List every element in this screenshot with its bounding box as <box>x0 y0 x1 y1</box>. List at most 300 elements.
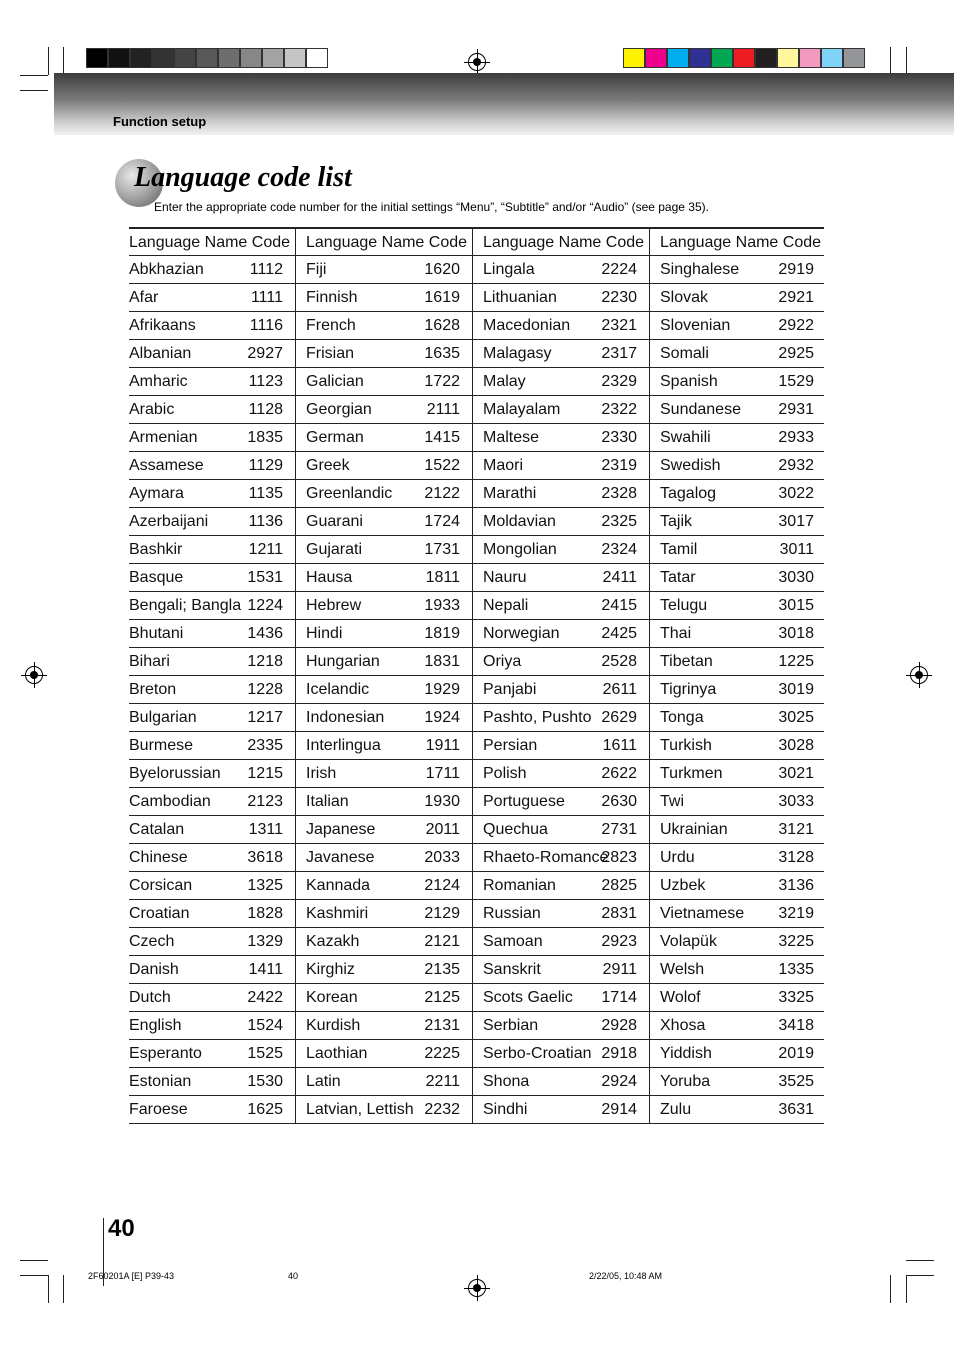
table-row <box>129 591 824 619</box>
row-rule <box>129 591 824 592</box>
language-name: Japanese <box>306 821 376 838</box>
color-swatch <box>262 48 284 68</box>
language-code: 1831 <box>424 653 460 670</box>
language-code: 2122 <box>424 485 460 502</box>
color-swatch <box>174 48 196 68</box>
language-name: Hungarian <box>306 653 380 670</box>
language-name: Afrikaans <box>129 317 196 334</box>
language-name: Thai <box>660 625 692 642</box>
language-name: Portuguese <box>483 793 565 810</box>
language-name: Dutch <box>129 989 171 1006</box>
language-code: 2415 <box>601 597 637 614</box>
language-code: 1531 <box>247 569 283 586</box>
language-name: Sindhi <box>483 1101 528 1118</box>
language-name: Swahili <box>660 429 711 446</box>
language-code: 2927 <box>247 345 283 362</box>
language-name: Turkmen <box>660 765 723 782</box>
row-rule <box>129 479 824 480</box>
language-name: Kashmiri <box>306 905 369 922</box>
language-code: 2328 <box>601 485 637 502</box>
language-code: 3525 <box>778 1073 814 1090</box>
color-swatch <box>130 48 152 68</box>
language-name: Javanese <box>306 849 375 866</box>
table-row <box>129 479 824 507</box>
table-row <box>129 563 824 591</box>
language-code: 2324 <box>601 541 637 558</box>
language-code: 2919 <box>778 261 814 278</box>
row-rule <box>129 1123 824 1124</box>
language-code: 1123 <box>248 373 283 390</box>
table-row <box>129 759 824 787</box>
language-code: 2630 <box>601 793 637 810</box>
language-code: 1625 <box>247 1101 283 1118</box>
language-name: Afar <box>129 289 159 306</box>
language-name: Russian <box>483 905 541 922</box>
row-rule <box>129 451 824 452</box>
row-rule <box>129 843 824 844</box>
language-name: Assamese <box>129 457 204 474</box>
language-code: 2914 <box>601 1101 637 1118</box>
language-name: Bashkir <box>129 541 183 558</box>
language-code: 2011 <box>425 821 460 838</box>
language-code: 1524 <box>247 1017 283 1034</box>
language-name: Lithuanian <box>483 289 557 306</box>
language-name: Panjabi <box>483 681 537 698</box>
language-name: Abkhazian <box>129 261 204 278</box>
column-rule <box>649 227 650 1123</box>
language-name: Chinese <box>129 849 188 866</box>
color-swatch <box>755 48 777 68</box>
language-code: 1611 <box>602 737 637 754</box>
language-name: Esperanto <box>129 1045 202 1062</box>
color-swatch <box>240 48 262 68</box>
language-code: 2932 <box>778 457 814 474</box>
language-name: Turkish <box>660 737 712 754</box>
language-name: Yiddish <box>660 1045 712 1062</box>
language-name: Tatar <box>660 569 696 586</box>
language-code: 2033 <box>424 849 460 866</box>
language-code: 1924 <box>424 709 460 726</box>
crop-mark <box>20 1260 48 1261</box>
language-code: 1635 <box>424 345 460 362</box>
language-name: Samoan <box>483 933 543 950</box>
language-name: Icelandic <box>306 681 370 698</box>
row-rule <box>129 535 824 536</box>
language-code: 1215 <box>247 765 283 782</box>
language-code: 2629 <box>601 709 637 726</box>
language-code: 1128 <box>248 401 283 418</box>
row-rule <box>129 1095 824 1096</box>
language-name: Serbian <box>483 1017 539 1034</box>
language-code: 2019 <box>778 1045 814 1062</box>
language-name: Byelorussian <box>129 765 221 782</box>
language-code: 1525 <box>247 1045 283 1062</box>
language-code: 1529 <box>778 373 814 390</box>
row-rule <box>129 1067 824 1068</box>
row-rule <box>129 675 824 676</box>
language-code: 1112 <box>249 261 283 278</box>
row-rule <box>129 283 824 284</box>
language-code: 1415 <box>424 429 460 446</box>
language-code: 3418 <box>778 1017 814 1034</box>
language-code: 2121 <box>424 933 460 950</box>
language-name: Sundanese <box>660 401 741 418</box>
language-name: Tajik <box>660 513 693 530</box>
language-code: 2831 <box>601 905 637 922</box>
language-name: Greek <box>306 457 350 474</box>
language-name: Tonga <box>660 709 704 726</box>
language-name: Amharic <box>129 373 188 390</box>
language-name: Bengali; Bangla <box>129 597 242 614</box>
crop-mark <box>20 75 48 76</box>
language-name: Oriya <box>483 653 522 670</box>
crop-mark <box>20 90 48 91</box>
language-name: Uzbek <box>660 877 706 894</box>
language-code: 2123 <box>247 793 283 810</box>
row-rule <box>129 871 824 872</box>
crop-mark <box>906 1275 907 1303</box>
language-code: 2129 <box>424 905 460 922</box>
table-row <box>129 647 824 675</box>
language-name: Estonian <box>129 1073 192 1090</box>
language-code: 2923 <box>601 933 637 950</box>
language-code: 1325 <box>247 877 283 894</box>
language-name: Tagalog <box>660 485 717 502</box>
language-name: Latin <box>306 1073 341 1090</box>
row-rule <box>129 507 824 508</box>
language-code: 1929 <box>424 681 460 698</box>
language-code: 2335 <box>247 737 283 754</box>
language-code: 3028 <box>778 737 814 754</box>
row-rule <box>129 647 824 648</box>
language-code: 1619 <box>424 289 460 306</box>
intro-text: Enter the appropriate code number for the initial settings “Menu”, “Subtitle” and/or “Audio” (see page 35). <box>154 200 709 214</box>
language-name: Lingala <box>483 261 535 278</box>
color-swatch <box>108 48 130 68</box>
language-code: 3128 <box>778 849 814 866</box>
language-name: Latvian, Lettish <box>306 1101 414 1118</box>
color-swatch <box>196 48 218 68</box>
language-name: Nepali <box>483 597 529 614</box>
section-label: Function setup <box>113 114 207 129</box>
language-name: Rhaeto-Romance <box>483 849 609 866</box>
table-row <box>129 871 824 899</box>
language-name: Malay <box>483 373 526 390</box>
footer-file-id: 2F60201A [E] P39-43 <box>88 1271 175 1281</box>
language-code: 2425 <box>601 625 637 642</box>
language-name: Zulu <box>660 1101 692 1118</box>
language-name: Polish <box>483 765 527 782</box>
language-code: 1136 <box>248 513 283 530</box>
language-code: 1129 <box>248 457 283 474</box>
language-name: German <box>306 429 364 446</box>
table-row <box>129 619 824 647</box>
column-header: Language Name Code <box>660 234 822 251</box>
language-code: 2422 <box>247 989 283 1006</box>
table-row <box>129 955 824 983</box>
language-code: 2918 <box>601 1045 637 1062</box>
language-name: Ukrainian <box>660 821 728 838</box>
language-code: 2925 <box>778 345 814 362</box>
column-header: Language Name Code <box>129 234 291 251</box>
table-row <box>129 703 824 731</box>
color-swatch <box>86 48 108 68</box>
language-name: Urdu <box>660 849 695 866</box>
language-name: Volapük <box>660 933 717 950</box>
language-code: 2611 <box>602 681 637 698</box>
language-code: 1218 <box>247 653 283 670</box>
language-code: 3219 <box>778 905 814 922</box>
language-code: 1217 <box>247 709 283 726</box>
language-code: 1311 <box>248 821 283 838</box>
row-rule <box>129 787 824 788</box>
crop-mark <box>906 1275 934 1276</box>
language-code: 2823 <box>601 849 637 866</box>
language-name: Slovenian <box>660 317 731 334</box>
grayscale-swatches <box>86 48 328 68</box>
table-row <box>129 423 824 451</box>
row-rule <box>129 395 824 396</box>
language-code: 2125 <box>424 989 460 1006</box>
language-code: 2931 <box>778 401 814 418</box>
language-name: Bihari <box>129 653 170 670</box>
color-swatch <box>667 48 689 68</box>
language-name: Faroese <box>129 1101 188 1118</box>
language-code: 3015 <box>778 597 814 614</box>
row-rule <box>129 983 824 984</box>
language-name: Maori <box>483 457 524 474</box>
crop-mark <box>890 1275 891 1303</box>
language-code: 2933 <box>778 429 814 446</box>
language-name: Aymara <box>129 485 184 502</box>
language-name: Albanian <box>129 345 192 362</box>
language-name: Macedonian <box>483 317 571 334</box>
language-name: Swedish <box>660 457 721 474</box>
language-name: Korean <box>306 989 358 1006</box>
language-name: Corsican <box>129 877 193 894</box>
language-code: 1228 <box>247 681 283 698</box>
language-name: Malayalam <box>483 401 561 418</box>
language-code: 2225 <box>424 1045 460 1062</box>
crop-mark <box>48 47 49 75</box>
crop-mark <box>890 47 891 75</box>
language-code: 3018 <box>778 625 814 642</box>
language-name: Bhutani <box>129 625 184 642</box>
language-code: 2321 <box>601 317 637 334</box>
language-code: 1933 <box>424 597 460 614</box>
language-code: 3225 <box>778 933 814 950</box>
language-name: Finnish <box>306 289 358 306</box>
language-name: Kazakh <box>306 933 360 950</box>
row-rule <box>129 899 824 900</box>
language-code: 2330 <box>601 429 637 446</box>
language-code: 1930 <box>424 793 460 810</box>
language-name: Serbo-Croatian <box>483 1045 592 1062</box>
table-row <box>129 1095 824 1123</box>
language-code: 2622 <box>601 765 637 782</box>
language-name: Bulgarian <box>129 709 197 726</box>
language-code: 2911 <box>602 961 637 978</box>
table-row <box>129 815 824 843</box>
language-code: 2124 <box>424 877 460 894</box>
registration-mark-icon <box>25 666 43 684</box>
language-name: French <box>306 317 356 334</box>
color-swatch <box>645 48 667 68</box>
row-rule <box>129 367 824 368</box>
language-name: Romanian <box>483 877 556 894</box>
table-row <box>129 787 824 815</box>
language-code: 2322 <box>601 401 637 418</box>
table-row <box>129 395 824 423</box>
language-code: 2111 <box>426 401 460 418</box>
table-row <box>129 731 824 759</box>
language-name: Breton <box>129 681 177 698</box>
language-name: Croatian <box>129 905 190 922</box>
language-name: Tamil <box>660 541 698 558</box>
language-name: Burmese <box>129 737 194 754</box>
language-name: Gujarati <box>306 541 363 558</box>
color-swatch <box>777 48 799 68</box>
language-name: Frisian <box>306 345 355 362</box>
language-code: 1628 <box>424 317 460 334</box>
language-name: Interlingua <box>306 737 381 754</box>
color-swatch <box>733 48 755 68</box>
row-rule <box>129 815 824 816</box>
language-code: 1224 <box>247 597 283 614</box>
language-code: 2411 <box>602 569 637 586</box>
language-name: Kurdish <box>306 1017 361 1034</box>
language-code: 3019 <box>778 681 814 698</box>
language-code: 2211 <box>425 1073 460 1090</box>
row-rule <box>129 1039 824 1040</box>
language-code: 2528 <box>601 653 637 670</box>
language-name: Basque <box>129 569 184 586</box>
row-rule <box>129 731 824 732</box>
column-header: Language Name Code <box>306 234 468 251</box>
registration-mark-icon <box>910 666 928 684</box>
language-name: Mongolian <box>483 541 557 558</box>
crop-mark <box>20 1275 48 1276</box>
language-name: Guarani <box>306 513 363 530</box>
language-code: 3033 <box>778 793 814 810</box>
language-code: 1620 <box>424 261 460 278</box>
language-code: 2232 <box>424 1101 460 1118</box>
language-name: Laothian <box>306 1045 368 1062</box>
language-code: 3011 <box>779 541 814 558</box>
language-code: 2928 <box>601 1017 637 1034</box>
language-name: Scots Gaelic <box>483 989 573 1006</box>
language-code: 1714 <box>601 989 637 1006</box>
language-code: 1819 <box>424 625 460 642</box>
table-row <box>129 451 824 479</box>
language-code: 1811 <box>425 569 460 586</box>
language-name: Hebrew <box>306 597 362 614</box>
language-name: Tibetan <box>660 653 713 670</box>
language-name: Arabic <box>129 401 175 418</box>
crop-mark <box>906 47 907 75</box>
language-name: Maltese <box>483 429 540 446</box>
language-name: Wolof <box>660 989 701 1006</box>
table-row <box>129 1011 824 1039</box>
language-code: 2230 <box>601 289 637 306</box>
color-swatch <box>284 48 306 68</box>
language-name: Armenian <box>129 429 198 446</box>
language-code: 2924 <box>601 1073 637 1090</box>
language-name: Indonesian <box>306 709 385 726</box>
row-rule <box>129 759 824 760</box>
language-code: 2325 <box>601 513 637 530</box>
column-rule <box>472 227 473 1123</box>
language-name: Telugu <box>660 597 708 614</box>
language-name: Persian <box>483 737 538 754</box>
table-row <box>129 1067 824 1095</box>
language-name: Hausa <box>306 569 353 586</box>
column-rule <box>295 227 296 1123</box>
language-name: Catalan <box>129 821 185 838</box>
language-code: 1530 <box>247 1073 283 1090</box>
language-code: 2224 <box>601 261 637 278</box>
language-code: 1828 <box>247 905 283 922</box>
color-swatch <box>689 48 711 68</box>
language-code: 1724 <box>424 513 460 530</box>
language-code: 3325 <box>778 989 814 1006</box>
language-name: Quechua <box>483 821 548 838</box>
language-name: Italian <box>306 793 349 810</box>
color-swatch <box>152 48 174 68</box>
language-name: Vietnamese <box>660 905 745 922</box>
table-row <box>129 983 824 1011</box>
color-swatches <box>623 48 865 68</box>
language-code: 3631 <box>778 1101 814 1118</box>
language-name: Singhalese <box>660 261 740 278</box>
language-name: Georgian <box>306 401 372 418</box>
row-rule <box>129 1011 824 1012</box>
language-name: Tigrinya <box>660 681 717 698</box>
language-code: 1335 <box>778 961 814 978</box>
language-name: Irish <box>306 765 337 782</box>
row-rule <box>129 255 824 256</box>
language-code: 1329 <box>247 933 283 950</box>
crop-mark <box>906 1260 934 1261</box>
row-rule <box>129 703 824 704</box>
language-code: 1522 <box>424 457 460 474</box>
page-title: Language code list <box>134 162 352 193</box>
table-row <box>129 843 824 871</box>
row-rule <box>129 955 824 956</box>
language-name: Twi <box>660 793 684 810</box>
color-swatch <box>711 48 733 68</box>
language-code: 3121 <box>778 821 814 838</box>
language-code: 2131 <box>424 1017 460 1034</box>
row-rule <box>129 927 824 928</box>
language-code: 1835 <box>247 429 283 446</box>
language-code: 3017 <box>778 513 814 530</box>
language-name: Kirghiz <box>306 961 355 978</box>
language-code: 1111 <box>250 289 283 306</box>
language-code: 3618 <box>247 849 283 866</box>
color-swatch <box>843 48 865 68</box>
color-swatch <box>623 48 645 68</box>
language-name: Xhosa <box>660 1017 706 1034</box>
language-name: English <box>129 1017 182 1034</box>
language-code: 1436 <box>247 625 283 642</box>
language-code: 2135 <box>424 961 460 978</box>
table-row <box>129 283 824 311</box>
language-name: Nauru <box>483 569 527 586</box>
language-code: 2329 <box>601 373 637 390</box>
language-name: Moldavian <box>483 513 556 530</box>
language-name: Hindi <box>306 625 343 642</box>
